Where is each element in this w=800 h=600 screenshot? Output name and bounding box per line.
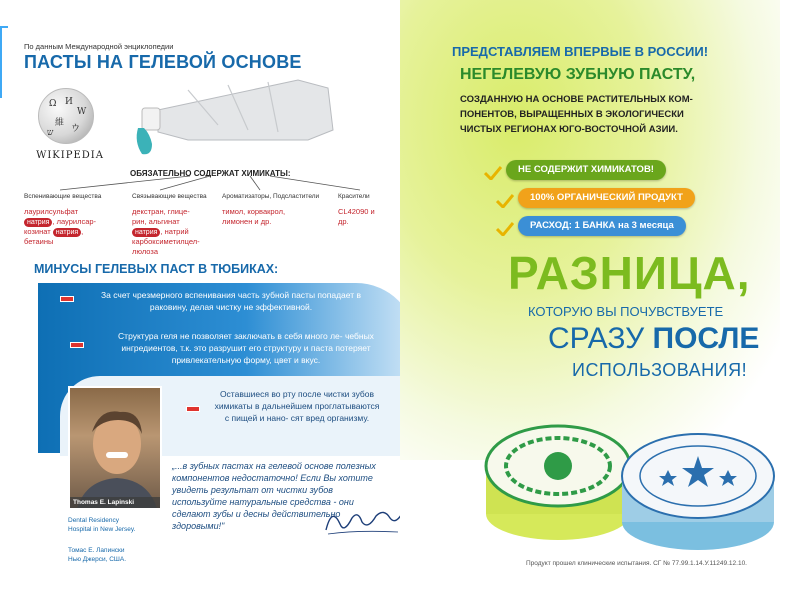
checkmark-icon xyxy=(496,222,514,236)
text-line: CL42090 и xyxy=(338,207,375,216)
headline-use: ИСПОЛЬЗОВАНИЯ! xyxy=(572,360,748,380)
text-line: Dental Residency xyxy=(68,517,119,524)
product-heading: НЕГЕЛЕВУЮ ЗУБНУЮ ПАСТУ, xyxy=(460,66,696,83)
column-heading: Вспенивающие вещества xyxy=(24,193,102,200)
text-line: др. xyxy=(338,217,349,226)
text-line: ПОСЛЕ xyxy=(652,322,760,355)
text-line: ПОНЕНТОВ, ВЫРАЩЕННЫХ В ЭКОЛОГИЧЕСКИ xyxy=(460,109,684,120)
text-line: Томас Е. Лапински xyxy=(68,547,125,554)
column-body xyxy=(132,207,222,257)
text-line: люлоза xyxy=(132,247,158,256)
text-line: , натрий xyxy=(160,227,189,236)
column-body xyxy=(338,207,398,227)
toothpaste-jars-image xyxy=(478,396,778,566)
wikipedia-logo xyxy=(30,88,110,168)
minus-item-3: Оставшиеся во рту после чистки зубов химикаты в дальнейшем проглатываются с пищей и нано- сят вред организму. xyxy=(214,389,380,423)
text-line: козинат xyxy=(24,227,51,236)
minus-icon xyxy=(60,296,74,302)
column-body xyxy=(222,207,332,227)
toothpaste-tube-icon xyxy=(128,70,338,160)
signature-icon xyxy=(318,500,408,540)
badge-organic: 100% ОРГАНИЧЕСКИЙ ПРОДУКТ xyxy=(518,188,695,208)
certification-note: Продукт прошел клинические испытания. СГ № 77.99.1.14.У.11249.12.10. xyxy=(526,560,747,567)
checkmark-icon xyxy=(496,194,514,208)
must-contain-heading: ОБЯЗАТЕЛЬНО СОДЕРЖАТ ХИМИКАТЫ: xyxy=(130,169,291,178)
photo-caption: Thomas E. Lapinski xyxy=(70,497,160,508)
text-line: СОЗДАННУЮ НА ОСНОВЕ РАСТИТЕЛЬНЫХ КОМ- xyxy=(460,94,693,105)
text-line: лаурилсар- xyxy=(56,217,97,226)
doctor-ru xyxy=(68,546,126,564)
product-description xyxy=(460,92,780,137)
doctor-quote: „...в зубных пастах на гелевой основе полезных компонентов недостаточно! Если Вы хотите увидеть результат от чистки зубов используйте натуральные средства - они сделают зубы и десны действительно здоровыми!" xyxy=(172,461,376,531)
badge-usage: РАСХОД: 1 БАНКА на 3 месяца xyxy=(518,216,686,236)
headline-difference: РАЗНИЦА, xyxy=(508,247,751,299)
doctor-en xyxy=(68,516,135,534)
column-heading: Связывающие вещества xyxy=(132,193,207,200)
column-heading: Красители xyxy=(338,193,370,200)
minus-icon xyxy=(186,406,200,412)
text-line: карбоксиметилцел- xyxy=(132,237,200,246)
headline-right-after xyxy=(548,322,759,356)
doctor-photo xyxy=(68,386,162,510)
source-note: По данным Международной энциклопедии xyxy=(24,42,174,51)
corner-bracket xyxy=(0,26,8,98)
minuses-heading: МИНУСЫ ГЕЛЕВЫХ ПАСТ В ТЮБИКАХ: xyxy=(34,262,279,276)
text-line: декстран, глице- xyxy=(132,207,190,216)
minus-icon xyxy=(70,342,84,348)
text-line: ЧИСТЫХ РЕГИОНАХ ЮГО-ВОСТОЧНОЙ АЗИИ. xyxy=(460,124,678,135)
text-line: лимонен и др. xyxy=(222,217,272,226)
text-line: СРАЗУ xyxy=(548,322,645,355)
text-line: тимол, корвакрол, xyxy=(222,207,286,216)
highlight-pill: натрия xyxy=(53,228,81,237)
minus-item-1: За счет чрезмерного вспенивания часть зубной пасты попадает в раковину, делая чистку не эффективной. xyxy=(101,290,361,312)
wikipedia-wordmark: WIKIPEDIA xyxy=(36,150,104,161)
doctor-portrait xyxy=(70,388,162,510)
intro-line: ПРЕДСТАВЛЯЕМ ВПЕРВЫЕ В РОССИИ! xyxy=(452,44,709,59)
page-title: ПАСТЫ НА ГЕЛЕВОЙ ОСНОВЕ xyxy=(24,52,302,72)
text-line: лаурилсульфат xyxy=(24,207,79,216)
badge-no-chemicals: НЕ СОДЕРЖИТ ХИМИКАТОВ! xyxy=(506,160,666,180)
column-heading: Ароматизаторы, Подсластители xyxy=(222,193,320,200)
highlight-pill: натрия xyxy=(24,218,52,227)
right-panel xyxy=(400,0,800,600)
minus-item-2: Структура геля не позволяет заключать в себя много ле- чебных ингредиентов, т.к. это разрушит его структуру и паста потеряет привлекательную форму, цвет и вкус. xyxy=(118,331,374,365)
checkmark-icon xyxy=(484,166,502,180)
highlight-pill: натрия xyxy=(132,228,160,237)
text-line: Нью Джерси, США. xyxy=(68,556,127,563)
text-line: Hospital in New Jersey. xyxy=(68,526,136,533)
headline-feel: КОТОРУЮ ВЫ ПОЧУВСТВУЕТЕ xyxy=(528,304,724,319)
globe-icon: Ω И W 維 ウ ש xyxy=(38,88,94,144)
column-body: лаурилсульфат натрия , лаурилсар- козинат натрия , бетаины xyxy=(24,207,97,246)
text-line: рин, альгинат xyxy=(132,217,180,226)
text-line: бетаины xyxy=(24,237,54,246)
